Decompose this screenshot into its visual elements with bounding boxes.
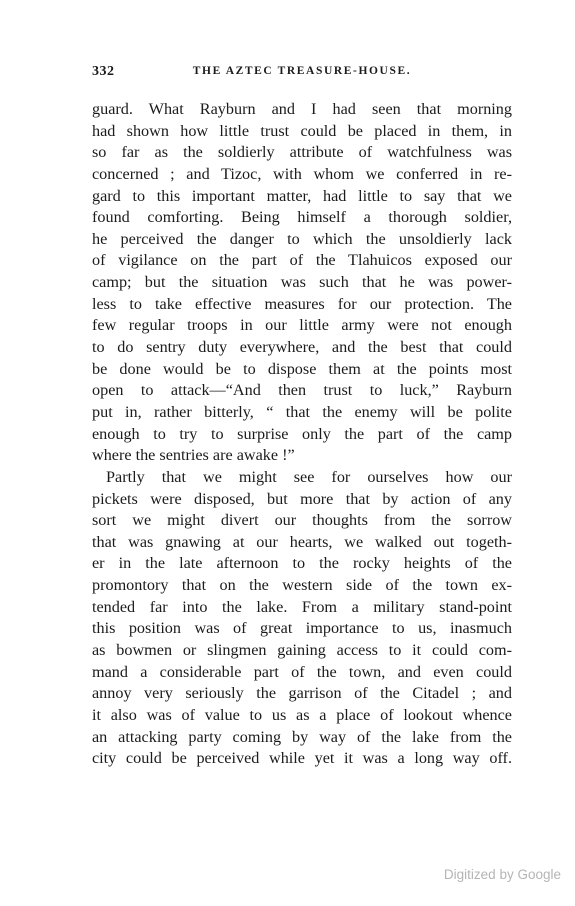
text-line: guard. What Rayburn and I had seen that morning — [92, 100, 512, 118]
text-line: er in the late afternoon to the rocky heights of the — [92, 554, 512, 573]
text-line: open to attack—“And then trust to luck,” Rayburn — [92, 381, 512, 400]
text-line: that was gnawing at our hearts, we walked out togeth- — [92, 532, 512, 551]
body-text — [92, 99, 512, 770]
page-number: 332 — [92, 64, 115, 79]
text-line: tended far into the lake. From a military stand-point — [92, 597, 512, 616]
text-line: he perceived the danger to which the unsoldierly lack — [92, 229, 512, 248]
text-line: had shown how little trust could be placed in them, in — [92, 121, 512, 140]
text-line: so far as the soldierly attribute of watchfulness was — [92, 143, 512, 162]
text-line: promontory that on the western side of the town ex- — [92, 576, 512, 595]
text-line: as bowmen or slingmen gaining access to it could com- — [92, 641, 512, 660]
text-line: an attacking party coming by way of the lake from the — [92, 727, 512, 746]
text-line: this position was of great importance to us, inasmuch — [92, 619, 512, 638]
text-line: it also was of value to us as a place of lookout whence — [92, 705, 512, 724]
text-line: where the sentries are awake !” — [92, 446, 295, 465]
text-line: enough to try to surprise only the part of the camp — [92, 424, 512, 443]
paragraph — [92, 467, 512, 770]
text-line: concerned ; and Tizoc, with whom we conferred in re- — [92, 164, 512, 183]
text-line: mand a considerable part of the town, and even could — [92, 662, 512, 681]
text-line: of vigilance on the part of the Tlahuicos exposed our — [92, 251, 512, 270]
paragraph — [92, 99, 512, 467]
text-line: sort we might divert our thoughts from the sorrow — [92, 511, 512, 530]
text-line: be done would be to dispose them at the points most — [92, 359, 512, 378]
text-line: annoy very seriously the garrison of the Citadel ; and — [92, 684, 512, 703]
text-line: few regular troops in our little army were not enough — [92, 316, 512, 335]
text-line: found comforting. Being himself a thorough soldier, — [92, 208, 512, 227]
text-line: Partly that we might see for ourselves how our — [106, 467, 512, 486]
page-header — [92, 64, 512, 84]
text-line: to do sentry duty everywhere, and the best that could — [92, 338, 512, 357]
text-line: pickets were disposed, but more that by action of any — [92, 489, 512, 508]
watermark: Digitized by Google — [443, 867, 561, 882]
text-line: city could be perceived while yet it was a long way off. — [92, 749, 512, 768]
running-title: THE AZTEC TREASURE-HOUSE. — [192, 65, 412, 77]
text-line: gard to this important matter, had little to say that we — [92, 186, 512, 205]
text-line: camp; but the situation was such that he was power- — [92, 273, 512, 292]
text-line: less to take effective measures for our protection. The — [92, 294, 512, 313]
text-line: put in, rather bitterly, “ that the enemy will be polite — [92, 402, 512, 421]
